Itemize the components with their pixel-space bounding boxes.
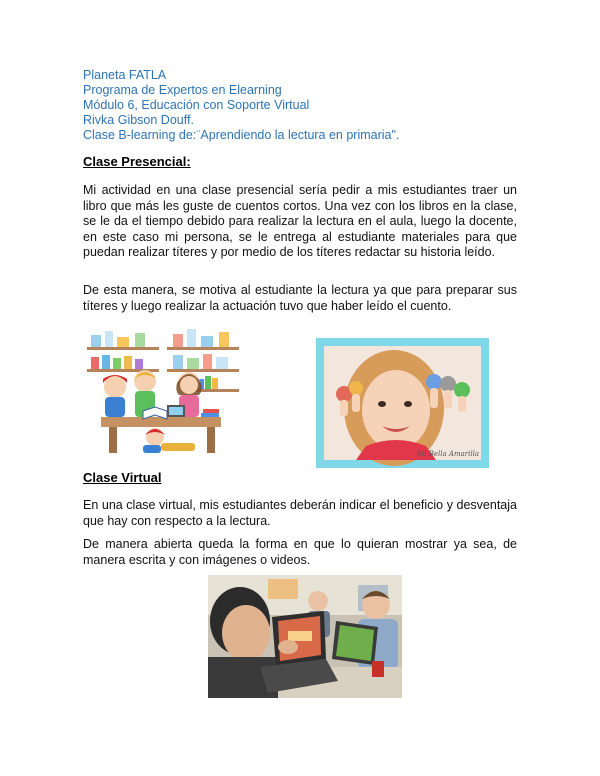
header-line-planeta: Planeta FATLA — [83, 68, 167, 82]
paragraph-presencial-2: De esta manera, se motiva al estudiante la lectura ya que para preparar sus títeres y luego realizar la actuación tuvo que haber leído el cuento. — [83, 283, 517, 313]
classroom-illustration — [83, 325, 243, 468]
paragraph-virtual-1: En una clase virtual, mis estudiantes deberán indicar el beneficio y desventaja que hay con respecto a la lectura. — [83, 498, 517, 528]
paragraph-presencial-1: Mi actividad en una clase presencial sería pedir a mis estudiantes traer un libro que más les guste de cuentos cortos. Una vez con los libros en la clase, se le da el tiempo debido para realizar la lectura en el aula, luego la docente, en este caso mi persona, se le entrega al estudiante materiales para que puedan realizar títeres y por medio de los títeres redactar su historia leído. — [83, 183, 517, 259]
header-line-programa: Programa de Expertos en Elearning — [83, 83, 282, 97]
header-line-clase: Clase B-learning de:¨Aprendiendo la lectura en primaria". — [83, 128, 400, 142]
header-line-author: Rivka Gibson Douff. — [83, 113, 194, 127]
header-line-modulo: Módulo 6, Educación con Soporte Virtual — [83, 98, 310, 112]
document-header — [83, 68, 523, 143]
puppet-photo-signature: Mi Bella Amarilla — [417, 450, 479, 458]
heading-clase-virtual: Clase Virtual — [83, 470, 162, 485]
puppet-photo — [316, 338, 489, 468]
heading-clase-presencial: Clase Presencial: — [83, 154, 191, 169]
students-laptops-photo — [208, 575, 402, 698]
paragraph-virtual-2: De manera abierta queda la forma en que lo quieran mostrar ya sea, de manera escrita y con imágenes o videos. — [83, 537, 517, 567]
